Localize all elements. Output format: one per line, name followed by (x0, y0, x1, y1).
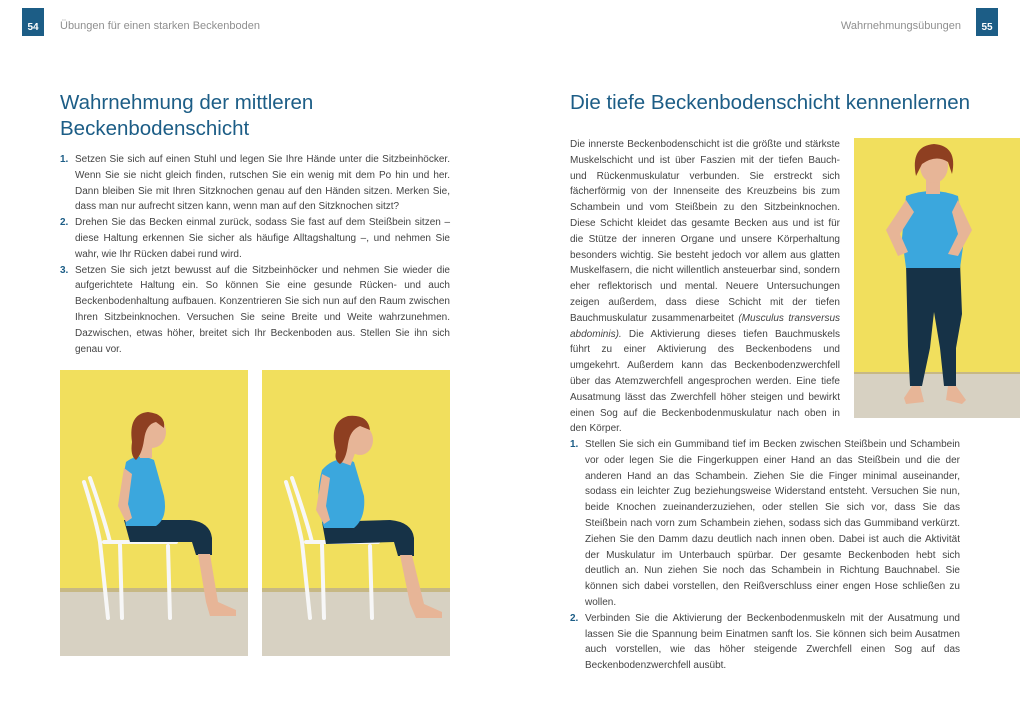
intro-paragraph (570, 137, 840, 437)
intro-text-2: Die Aktivierung dieses tiefen Bauchmuskels führt zu einer Aktivierung des Beckenbodens und umgekehrt. Außerdem kann das Beckenbodenzwerchfell über das Atemzwerchfell angesprochen werden. Eine tiefe Ausatmung lässt das Zwerchfell höher steigen und bewirkt einen Sog auf die Beckenbodenmuskulatur nach oben in den Körper. (570, 328, 840, 435)
intro-latin-term: (Musculus transversus abdominis). (570, 312, 841, 340)
step-number: 1. (60, 154, 69, 165)
left-page-heading (60, 90, 390, 142)
photo-upright-sitting (60, 370, 248, 656)
seated-woman-slouched-figure (262, 370, 450, 656)
step-text: Drehen Sie das Becken einmal zurück, sodass Sie fast auf dem Steißbein sitzen – diese Haltung erkennen Sie sicher als häufige Alltagshaltung –, und nehmen Sie wahr, wie Ihr Rücken dabei rund wird. (75, 217, 450, 260)
step-number: 1. (570, 439, 579, 450)
seated-woman-upright-figure (60, 370, 248, 656)
left-heading-line2: Beckenbodenschicht (60, 117, 250, 140)
step-number: 2. (570, 612, 579, 624)
page-number-right: 55 (976, 8, 998, 36)
running-title-left: Übungen für einen starken Beckenboden (60, 20, 260, 32)
step-number: 2. (60, 217, 69, 229)
list-item (570, 611, 960, 674)
step-text: Verbinden Sie die Aktivierung der Beckenbodenmuskeln mit der Ausatmung und lassen Sie die Spannung beim Einatmen sanft los. Sie können sich beim Ausatmen auch vorstellen, wie das höher steigende Zwerchfell einen Sog auf das Beckenbodenzwerchfell ausübt. (585, 612, 960, 672)
running-title-right: Wahrnehmungsübungen (840, 20, 961, 32)
step-text: Setzen Sie sich jetzt bewusst auf die Sitzbeinhöcker und nehmen Sie wieder die aufgerichtete Haltung ein. So können Sie eine gesunde Rücken- und auch Beckenbodenhaltung aufbauen. Konzentrieren Sie sich nun auf den Raum zwischen Ihren Sitzbeinknochen. Versuchen Sie seine Breite und Weite wahrzunehmen. Dazwischen, etwas höher, breitet sich Ihr Beckenboden aus. Stellen Sie ihn sich genau vor. (75, 264, 450, 355)
list-item (60, 215, 450, 262)
step-text: Setzen Sie sich auf einen Stuhl und legen Sie Ihre Hände unter die Sitzbeinhöcker. Wenn Sie sie nicht gleich finden, rutschen Sie ein wenig mit dem Po hin und her. Dann bleiben Sie mit Ihren Sitzknochen genau auf den Händen sitzen. Merken Sie, dass man nur aufrecht sitzen kann, wenn man auf den Sitzknochen sitzt? (75, 154, 450, 213)
left-heading-line1: Wahrnehmung der mittleren (60, 91, 314, 114)
intro-text-1: Die innerste Beckenbodenschicht ist die größte und stärkste Muskelschicht und ist über Faszien mit der tiefen Bauch- und Rückenmuskulatur verbunden. Sie erstreckt sich fächerförmig von der Innenseite des Kreuzbeins bis zum Schambein und vom Steißbein zu den Sitzbeinknochen. Diese Schicht kleidet das gesamte Becken aus und ist für die Stütze der inneren Organe und unsere Körperhaltung besonders wichtig. Sie besteht jedoch vor allem aus glatten Muskelfasern, die nicht willentlich ansteuerbar sind, sondern eher reflektorisch und mental. Neuere Untersuchungen zeigen außerdem, dass diese Schicht mit der tiefen Bauchmuskulatur zusammenarbeitet (570, 139, 840, 324)
right-page-heading: Die tiefe Beckenbodenschicht kennenlernen (570, 91, 971, 114)
list-item (60, 263, 450, 358)
left-steps-list (60, 152, 450, 357)
right-steps-list (570, 437, 960, 674)
step-text: Stellen Sie sich ein Gummiband tief im Becken zwischen Steißbein und Schambein vor oder legen Sie die Fingerkuppen einer Hand an das Steißbein und die der anderen Hand an das Schambein. Ziehen Sie die Finger minimal auseinander, sodass ein leichter Zug beziehungsweise Widerstand entsteht. Versuchen Sie nun, beide Knochen zueinanderzuziehen, oder stellen Sie sich vor, dass Sie das Steißbein nach vorn zum Schambein ziehen, sodass sich das Gummiband verkürzt. Ziehen Sie den Damm dazu deutlich nach innen oben. Dabei ist auch die Aktivität der Muskulatur im Unterbauch spürbar. Der gesamte Beckenboden hebt sich deutlich an. Nun ziehen Sie noch das Schambein in Richtung Bauchnabel. Sie können sich dabei vorstellen, den Reißverschluss einer engen Hose schließen zu wollen. (585, 439, 960, 608)
page-number-left: 54 (22, 8, 44, 36)
step-number: 3. (60, 264, 69, 276)
photo-standing-woman (854, 138, 1020, 418)
list-item (60, 152, 450, 215)
standing-woman-figure (854, 138, 1020, 418)
list-item (570, 437, 960, 611)
photo-slouched-sitting (262, 370, 450, 656)
